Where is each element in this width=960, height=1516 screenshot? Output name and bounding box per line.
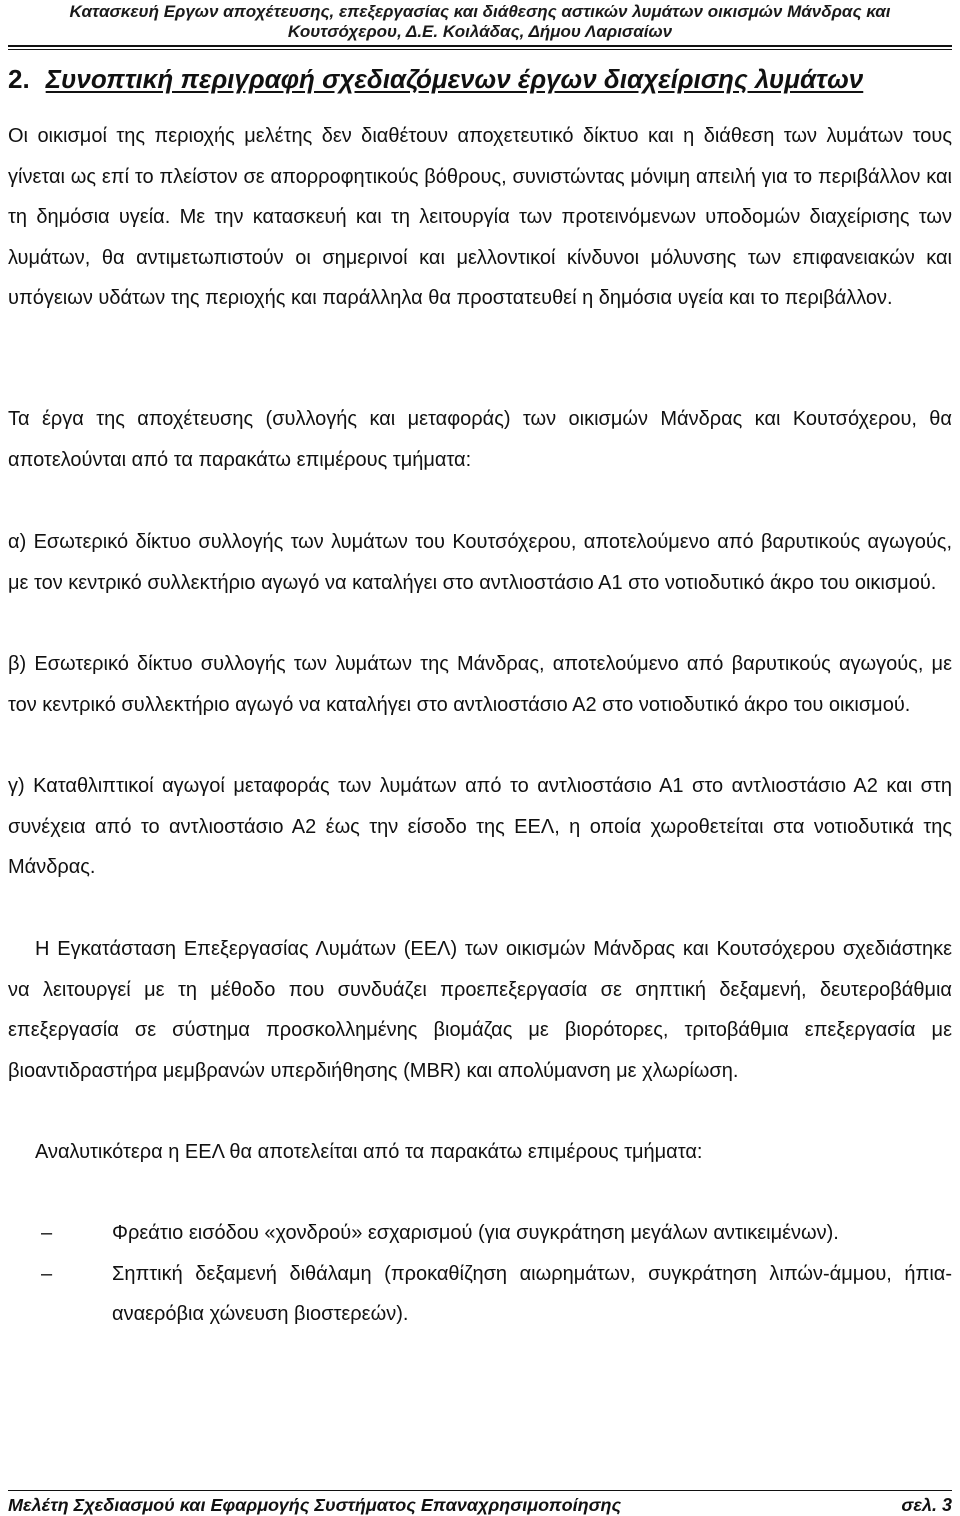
header-line-1: Κατασκευή Εργων αποχέτευσης, επεξεργασίας και διάθεσης αστικών λυμάτων οικισμών Μάνδρας και [69, 2, 891, 21]
list-item-text: Σηπτική δεξαμενή διθάλαμη (προκαθίζηση αιωρημάτων, συγκράτηση λιπών-άμμου, ήπια-αναερόβια χώνευση βιοστερεών). [112, 1262, 952, 1325]
list-item [8, 1213, 952, 1254]
paragraph-item-b: β) Εσωτερικό δίκτυο συλλογής των λυμάτων της Μάνδρας, αποτελούμενο από βαρυτικούς αγωγούς, με τον κεντρικό συλλεκτήριο αγωγό να καταλήγει στο αντλιοστάσιο Α2 στο νοτιοδυτικό άκρο του οικισμού. [8, 653, 952, 716]
page-header [8, 2, 952, 42]
footer-rule [8, 1490, 952, 1491]
list-item-marker: – [41, 1262, 53, 1285]
header-rule-thick [8, 45, 952, 47]
section-number: 2. [8, 64, 30, 94]
list-item [8, 1254, 952, 1335]
component-list [8, 1213, 952, 1335]
paragraph-intro: Οι οικισμοί της περιοχής μελέτης δεν διαθέτουν αποχετευτικό δίκτυο και η διάθεση των λυμάτων τους γίνεται ως επί το πλείστον σε απορροφητικούς βόθρους, συνιστώντας μόνιμη απειλή για το περιβάλλον και τη δημόσια υγεία. Με την κατασκευή και τη λειτουργία των προτεινόμενων υποδομών διαχείρισης των λυμάτων, θα αντιμετωπιστούν οι σημερινοί και μελλοντικοί κίνδυνοι μόλυνσης των επιφανειακών και υπόγειων υδάτων της περιοχής και παράλληλα θα προστατευθεί η δημόσια υγεία και το περιβάλλον. [8, 125, 952, 309]
header-rule-thin [8, 49, 952, 50]
paragraph-plant-components: Αναλυτικότερα η ΕΕΛ θα αποτελείται από τα παρακάτω επιμέρους τμήματα: [35, 1141, 703, 1163]
paragraph-item-c: γ) Καταθλιπτικοί αγωγοί μεταφοράς των λυμάτων από το αντλιοστάσιο Α1 στο αντλιοστάσιο Α2 και στη συνέχεια από το αντλιοστάσιο Α2 έως την είσοδο της ΕΕΛ, η οποία χωροθετείται στα νοτιοδυτικά της Μάνδρας. [8, 775, 952, 878]
section-heading [8, 62, 952, 96]
header-line-2: Κουτσόχερου, Δ.Ε. Κοιλάδας, Δήμου Λαρισαίων [287, 22, 673, 41]
section-title: Συνοπτική περιγραφή σχεδιαζόμενων έργων διαχείρισης λυμάτων [45, 64, 864, 94]
list-item-marker: – [41, 1222, 53, 1244]
paragraph-item-a: α) Εσωτερικό δίκτυο συλλογής των λυμάτων του Κουτσόχερου, αποτελούμενο από βαρυτικούς αγωγούς, με τον κεντρικό συλλεκτήριο αγωγό να καταλήγει στο αντλιοστάσιο Α1 στο νοτιοδυτικό άκρο του οικισμού. [8, 531, 952, 594]
paragraph-works-overview: Τα έργα της αποχέτευσης (συλλογής και μεταφοράς) των οικισμών Μάνδρας και Κουτσόχερου, θα αποτελούνται από τα παρακάτω επιμέρους τμήματα: [8, 408, 952, 471]
list-item-text: Φρεάτιο εισόδου «χονδρού» εσχαρισμού (για συγκράτηση μεγάλων αντικειμένων). [112, 1222, 839, 1244]
footer-title: Μελέτη Σχεδιασμού και Εφαρμογής Συστήματος Επαναχρησιμοποίησης [8, 1495, 622, 1515]
paragraph-treatment-plant: Η Εγκατάσταση Επεξεργασίας Λυμάτων (ΕΕΛ) των οικισμών Μάνδρας και Κουτσόχερου σχεδιάστηκε να λειτουργεί με τη μέθοδο που συνδυάζει προεπεξεργασία σε σηπτική δεξαμενή, δευτεροβάθμια επεξεργασία σε σύστημα προσκολλημένης βιομάζας με βιορότορες, τριτοβάθμια επεξεργασία με βιοαντιδραστήρα μεμβρανών υπερδιήθησης (MBR) και απολύμανση με χλωρίωση. [8, 938, 952, 1082]
page-number: σελ. 3 [901, 1495, 952, 1515]
